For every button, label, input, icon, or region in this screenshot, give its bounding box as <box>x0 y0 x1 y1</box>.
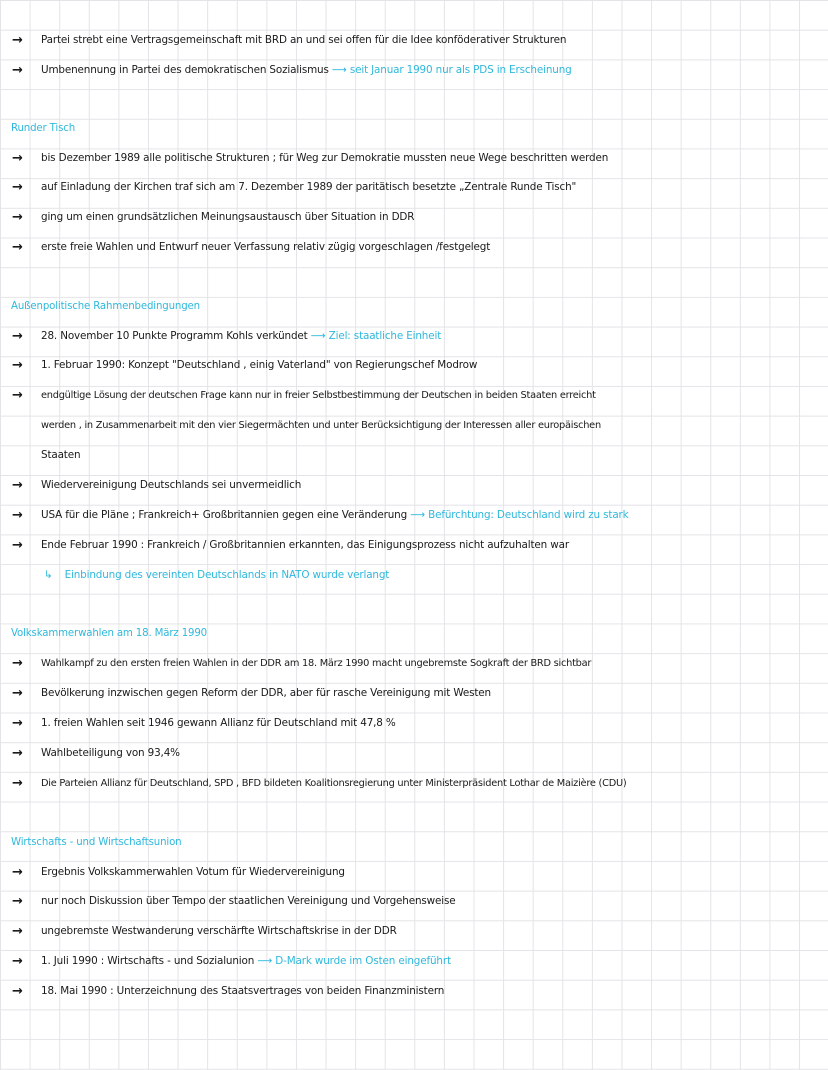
list-item <box>0 25 828 55</box>
list-item <box>0 500 828 530</box>
list-item <box>0 380 828 410</box>
arrow-icon: → <box>12 953 23 969</box>
arrow-icon: → <box>12 477 23 493</box>
arrow-icon: → <box>12 655 23 671</box>
bullet-text: Wahlbeteiligung von 93,4% <box>41 747 180 759</box>
bullet-text: endgültige Lösung der deutschen Frage kann nur in freier Selbstbestimmung der Deutschen in beiden Staaten erreicht <box>41 389 596 401</box>
arrow-icon: → <box>12 745 23 761</box>
bullet-text <box>41 509 629 521</box>
bullet-text: ungebremste Westwanderung verschärfte Wirtschaftskrise in der DDR <box>41 925 397 937</box>
bullet-text-main: 1. Juli 1990 : Wirtschafts - und Sozialunion <box>41 955 255 967</box>
bullet-text: 1. freien Wahlen seit 1946 gewann Allianz für Deutschland mit 47,8 % <box>41 717 396 729</box>
arrow-icon: → <box>12 923 23 939</box>
sub-item-text <box>44 569 389 581</box>
list-item <box>0 738 828 768</box>
list-item <box>0 886 828 916</box>
section-heading <box>0 618 828 648</box>
list-item <box>0 143 828 173</box>
bullet-text <box>41 955 451 967</box>
bullet-highlight: ⟶ D-Mark wurde im Osten eingeführt <box>257 955 451 967</box>
list-item <box>0 768 828 798</box>
arrow-icon: → <box>12 715 23 731</box>
list-item <box>0 648 828 678</box>
arrow-icon: → <box>12 209 23 225</box>
heading-runder-tisch: Runder Tisch <box>11 122 76 134</box>
bullet-text: 18. Mai 1990 : Unterzeichnung des Staatsvertrages von beiden Finanzministern <box>41 985 445 997</box>
bullet-text: Bevölkerung inzwischen gegen Reform der DDR, aber für rasche Vereinigung mit Westen <box>41 687 491 699</box>
bullet-text: Partei strebt eine Vertragsgemeinschaft mit BRD an und sei offen für die Idee konföderativer Strukturen <box>41 34 567 46</box>
arrow-icon: → <box>12 685 23 701</box>
list-item-continuation <box>0 410 828 440</box>
bullet-text-main: Umbenennung in Partei des demokratischen Sozialismus <box>41 64 329 76</box>
list-item <box>0 857 828 887</box>
list-item <box>0 172 828 202</box>
bullet-text: Wiedervereinigung Deutschlands sei unvermeidlich <box>41 479 302 491</box>
heading-aussenpolitik: Außenpolitische Rahmenbedingungen <box>11 300 200 312</box>
list-item <box>0 321 828 351</box>
bullet-text: nur noch Diskussion über Tempo der staatlichen Vereinigung und Vorgehensweise <box>41 895 456 907</box>
bullet-highlight: ⟶ Befürchtung: Deutschland wird zu stark <box>410 509 629 521</box>
section-heading <box>0 827 828 857</box>
arrow-icon: → <box>12 328 23 344</box>
list-item <box>0 976 828 1006</box>
heading-wirtschaftsunion: Wirtschafts - und Wirtschaftsunion <box>11 836 182 848</box>
bullet-text <box>41 64 572 76</box>
arrow-icon: → <box>12 357 23 373</box>
bullet-text: Die Parteien Allianz für Deutschland, SPD , BFD bildeten Koalitionsregierung unter Ministerpräsident Lothar de Maizière (CDU) <box>41 777 627 789</box>
bullet-text-main: 28. November 10 Punkte Programm Kohls verkündet <box>41 330 308 342</box>
sub-item-label: Einbindung des vereinten Deutschlands in NATO wurde verlangt <box>64 569 390 581</box>
arrow-icon: → <box>12 32 23 48</box>
corner-arrow-icon: ↳ <box>44 569 53 581</box>
arrow-icon: → <box>12 179 23 195</box>
bullet-highlight: ⟶ seit Januar 1990 nur als PDS in Erscheinung <box>331 64 572 76</box>
bullet-text: Staaten <box>41 449 81 461</box>
sub-item <box>0 560 828 590</box>
bullet-text: ging um einen grundsätzlichen Meinungsaustausch über Situation in DDR <box>41 211 415 223</box>
list-item <box>0 916 828 946</box>
list-item <box>0 678 828 708</box>
bullet-highlight: ⟶ Ziel: staatliche Einheit <box>310 330 442 342</box>
arrow-icon: → <box>12 864 23 880</box>
section-heading <box>0 113 828 143</box>
arrow-icon: → <box>12 893 23 909</box>
list-item <box>0 708 828 738</box>
arrow-icon: → <box>12 239 23 255</box>
list-item-continuation <box>0 440 828 470</box>
arrow-icon: → <box>12 62 23 78</box>
list-item <box>0 470 828 500</box>
bullet-text: Ergebnis Volkskammerwahlen Votum für Wiedervereinigung <box>41 866 345 878</box>
list-item <box>0 55 828 85</box>
list-item <box>0 202 828 232</box>
bullet-text: Ende Februar 1990 : Frankreich / Großbritannien erkannten, das Einigungsprozess nicht aufzuhalten war <box>41 539 569 551</box>
bullet-text: werden , in Zusammenarbeit mit den vier Siegermächten und unter Berücksichtigung der Interessen aller europäischen <box>41 419 601 431</box>
heading-volkskammerwahlen: Volkskammerwahlen am 18. März 1990 <box>11 627 208 639</box>
list-item <box>0 232 828 262</box>
section-heading <box>0 291 828 321</box>
bullet-text: erste freie Wahlen und Entwurf neuer Verfassung relativ zügig vorgeschlagen /festgelegt <box>41 241 491 253</box>
bullet-text: Wahlkampf zu den ersten freien Wahlen in der DDR am 18. März 1990 macht ungebremste Sogkraft der BRD sichtbar <box>41 657 592 669</box>
bullet-text: 1. Februar 1990: Konzept "Deutschland , einig Vaterland" von Regierungschef Modrow <box>41 359 478 371</box>
arrow-icon: → <box>12 775 23 791</box>
arrow-icon: → <box>12 387 23 403</box>
bullet-text <box>41 330 441 342</box>
arrow-icon: → <box>12 983 23 999</box>
bullet-text: bis Dezember 1989 alle politische Strukturen ; für Weg zur Demokratie mussten neue Wege beschritten werden <box>41 152 609 164</box>
arrow-icon: → <box>12 150 23 166</box>
list-item <box>0 530 828 560</box>
bullet-text-main: USA für die Pläne ; Frankreich+ Großbritannien gegen eine Veränderung <box>41 509 408 521</box>
bullet-text: auf Einladung der Kirchen traf sich am 7. Dezember 1989 der paritätisch besetzte „Zentrale Runde Tisch" <box>41 181 577 193</box>
arrow-icon: → <box>12 507 23 523</box>
list-item <box>0 350 828 380</box>
arrow-icon: → <box>12 537 23 553</box>
list-item <box>0 946 828 976</box>
